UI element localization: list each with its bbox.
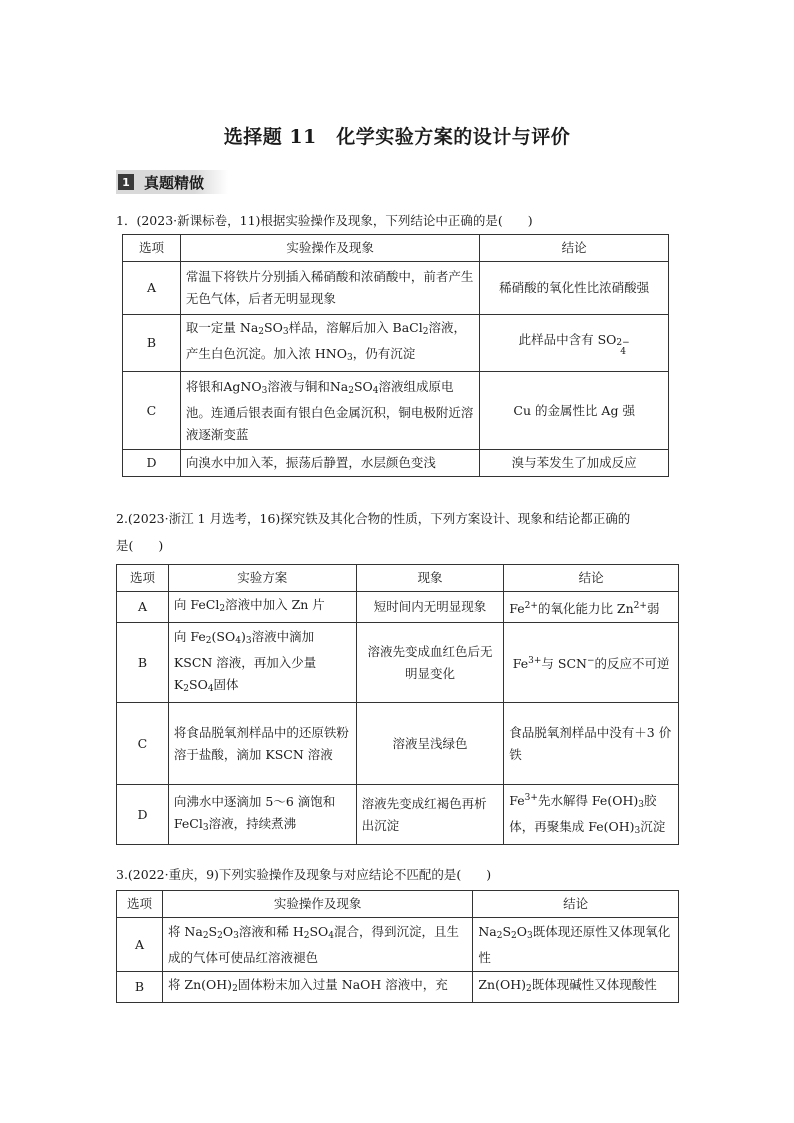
table-header: 现象	[356, 565, 504, 592]
conclusion-cell: $Fe^{3+}$与 SCN−的反应不可逆	[504, 623, 679, 703]
table-header: 实验操作及现象	[180, 235, 479, 262]
question-2-stem-line1: 2.(2023·浙江 1 月选考，16)探究铁及其化合物的性质，下列方案设计、现象和结论都正确的	[116, 511, 631, 526]
phenomenon-cell: 溶液先变成红褐色再析出沉淀	[356, 785, 504, 845]
option-label: A	[117, 592, 169, 623]
table-header: 选项	[117, 565, 169, 592]
conclusion-cell: 食品脱氧剂样品中没有＋3 价铁	[504, 703, 679, 785]
option-label: C	[117, 703, 169, 785]
option-label: B	[123, 315, 181, 372]
table-header: 结论	[504, 565, 679, 592]
option-label: D	[123, 450, 181, 477]
table-header: 实验操作及现象	[162, 891, 472, 918]
plan-cell: 向沸水中逐滴加 5～6 滴饱和 FeCl$_3$溶液，持续煮沸	[168, 785, 356, 845]
option-label: B	[117, 623, 169, 703]
conclusion-cell: 溴与苯发生了加成反应	[480, 450, 669, 477]
option-label: B	[117, 972, 163, 1003]
conclusion-cell: $Na_2S_2O_3$既体现还原性又体现氧化性	[473, 918, 679, 972]
operation-cell: 将 $Na_2S_2O_3$溶液和稀 $H_2SO_4$混合，得到沉淀，且生成的气体可使品红溶液褪色	[162, 918, 472, 972]
phenomenon-cell: 短时间内无明显现象	[356, 592, 504, 623]
option-label: A	[123, 262, 181, 315]
conclusion-cell: Cu 的金属性比 Ag 强	[480, 372, 669, 450]
plan-cell: 向 $Fe_2(SO_4)_3$溶液中滴加 KSCN 溶液，再加入少量 $K_2SO_4$固体	[168, 623, 356, 703]
option-label: D	[117, 785, 169, 845]
option-label: C	[123, 372, 181, 450]
conclusion-cell: 稀硝酸的氧化性比浓硝酸强	[480, 262, 669, 315]
page-title: 选择题 11 化学实验方案的设计与评价	[223, 126, 571, 148]
table-header: 结论	[473, 891, 679, 918]
table-header: 实验方案	[168, 565, 356, 592]
section-label: 真题精做	[144, 173, 205, 192]
plan-cell: 向 FeCl$_2$溶液中加入 Zn 片	[168, 592, 356, 623]
phenomenon-cell: 溶液呈浅绿色	[356, 703, 504, 785]
operation-cell: 将 $Zn(OH)_2$固体粉末加入过量 NaOH 溶液中，充	[162, 972, 472, 1003]
conclusion-cell: $Fe^{2+}$的氧化能力比 $Zn^{2+}$弱	[504, 592, 679, 623]
question-3-table	[116, 890, 679, 1003]
conclusion-cell: 此样品中含有 SO 2− 4	[480, 315, 669, 372]
operation-cell: 取一定量 $Na_2SO_3$样品，溶解后加入 BaCl$_2$溶液，产生白色沉淀。加入浓 $HNO_3$，仍有沉淀	[180, 315, 479, 372]
question-2-table	[116, 564, 679, 845]
question-3-stem: 3.(2022·重庆，9)下列实验操作及现象与对应结论不匹配的是( )	[116, 867, 492, 882]
table-header: 结论	[480, 235, 669, 262]
operation-cell: 常温下将铁片分别插入稀硝酸和浓硝酸中，前者产生无色气体，后者无明显现象	[180, 262, 479, 315]
section-header	[116, 170, 228, 194]
section-number-icon: 1	[118, 174, 134, 190]
table-header: 选项	[117, 891, 163, 918]
conclusion-cell: $Fe^{3+}$先水解得 $Fe(OH)_3$胶体，再聚集成 $Fe(OH)_3$沉淀	[504, 785, 679, 845]
question-1-table	[122, 234, 669, 477]
phenomenon-cell: 溶液先变成血红色后无明显变化	[356, 623, 504, 703]
conclusion-cell: $Zn(OH)_2$既体现碱性又体现酸性	[473, 972, 679, 1003]
operation-cell: 向溴水中加入苯，振荡后静置，水层颜色变浅	[180, 450, 479, 477]
operation-cell: 将银和AgNO$_3$溶液与铜和$Na_2SO_4$溶液组成原电池。连通后银表面有银白色金属沉积，铜电极附近溶液逐渐变蓝	[180, 372, 479, 450]
plan-cell: 将食品脱氧剂样品中的还原铁粉溶于盐酸，滴加 KSCN 溶液	[168, 703, 356, 785]
question-2-stem-line2: 是( )	[116, 538, 164, 553]
option-label: A	[117, 918, 163, 972]
question-1-stem: 1．(2023·新课标卷，11)根据实验操作及现象，下列结论中正确的是( )	[116, 213, 533, 228]
table-header: 选项	[123, 235, 181, 262]
